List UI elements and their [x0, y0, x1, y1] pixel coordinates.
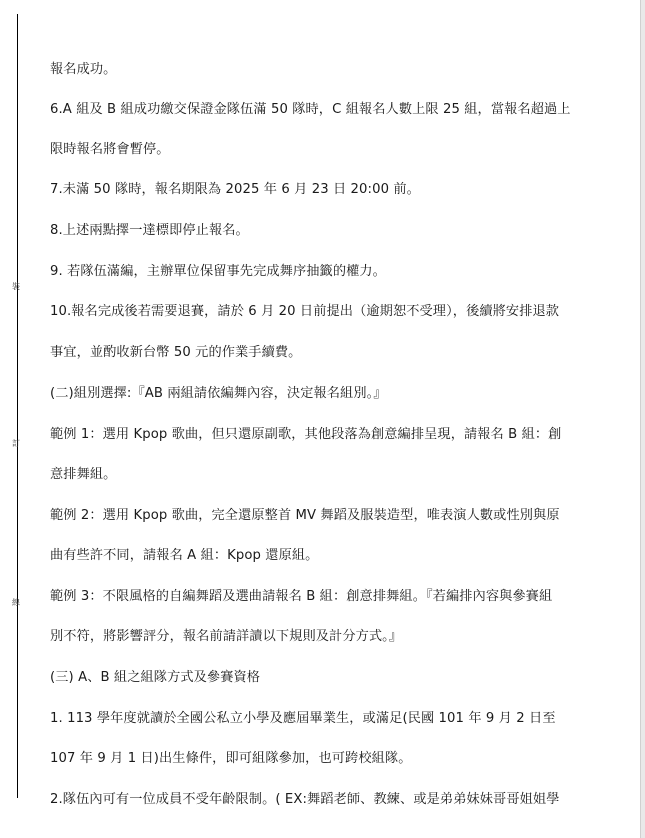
text-line: 8.上述兩點擇一達標即停止報名。 — [50, 223, 249, 238]
binding-mark-zhuang: 裝 — [12, 282, 20, 291]
text-line: 曲有些許不同，請報名 A 組：Kpop 還原組。 — [50, 548, 319, 563]
text-line: 範例 1：選用 Kpop 歌曲，但只還原副歌，其他段落為創意編排呈現，請報名 B 組：創 — [50, 427, 562, 442]
page-edge — [640, 0, 645, 838]
text-line: 意排舞組。 — [50, 467, 117, 482]
text-line: 別不符，將影響評分，報名前請詳讀以下規則及計分方式。』 — [50, 629, 403, 644]
text-line: 9. 若隊伍滿編，主辦單位保留事先完成舞序抽籤的權力。 — [50, 264, 386, 279]
text-line: 限時報名將會暫停。 — [50, 142, 170, 157]
text-line: 報名成功。 — [50, 62, 117, 77]
text-line: 事宜，並酌收新台幣 50 元的作業手續費。 — [50, 345, 302, 360]
text-line: 10.報名完成後若需要退賽，請於 6 月 20 日前提出（逾期恕不受理），後續將安排退款 — [50, 304, 560, 319]
text-line: 107 年 9 月 1 日)出生條件，即可組隊參加，也可跨校組隊。 — [50, 751, 412, 766]
text-line: 7.未滿 50 隊時，報名期限為 2025 年 6 月 23 日 20:00 前。 — [50, 182, 420, 197]
section-heading: (三) A、B 組之組隊方式及參賽資格 — [50, 670, 261, 685]
text-line: 1. 113 學年度就讀於全國公私立小學及應屆畢業生，或滿足(民國 101 年 9 月 2 日至 — [50, 711, 556, 726]
binding-line — [17, 14, 18, 798]
binding-mark-ding: 訂 — [12, 439, 20, 448]
text-line: 範例 3：不限風格的自編舞蹈及選曲請報名 B 組：創意排舞組。『若編排內容與參賽組 — [50, 589, 553, 604]
text-line: 2.隊伍內可有一位成員不受年齡限制。( EX:舞蹈老師、教練、或是弟弟妹妹哥哥姐姐學 — [50, 792, 560, 807]
section-heading: (二)組別選擇:『AB 兩組請依編舞內容，決定報名組別。』 — [50, 386, 387, 401]
text-line: 6.A 組及 B 組成功繳交保證金隊伍滿 50 隊時，C 組報名人數上限 25 組，當報名超過上 — [50, 102, 571, 117]
binding-mark-xian: 線 — [12, 598, 20, 607]
text-line: 範例 2：選用 Kpop 歌曲，完全還原整首 MV 舞蹈及服裝造型，唯表演人數或性別與原 — [50, 508, 560, 523]
